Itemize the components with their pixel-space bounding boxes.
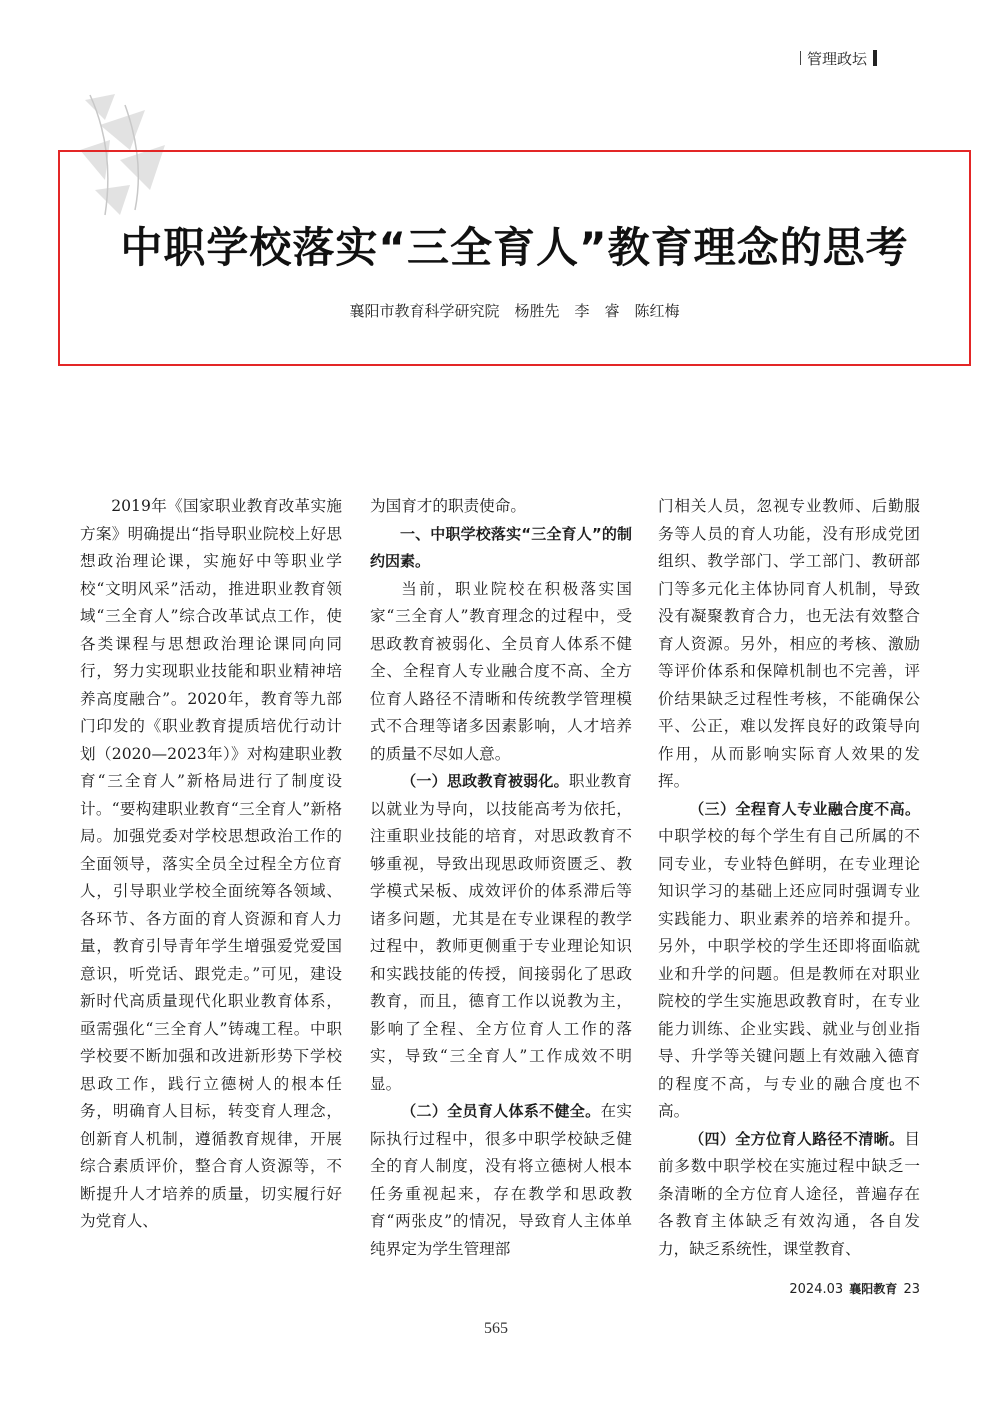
article-byline: 襄阳市教育科学研究院 杨胜先 李 睿 陈红梅 <box>349 302 680 320</box>
marker-bar <box>873 50 877 66</box>
divider-bar <box>800 51 801 65</box>
subsection-heading: （一）思政教育被弱化。 <box>401 772 569 790</box>
paragraph-text: 职业教育以就业为导向，以技能高考为依托，注重职业技能的培育，对思政教育不够重视，导致出现思政师资匮乏、教学模式呆板、成效评价的体系滞后等诸多问题，尤其是在专业课程的教学过程中，教师更侧重于专业理论知识和实践技能的传授，间接弱化了思政教育，而且，德育工作以说教为主，影响了全程、全方位育人工作的落实，导致“三全育人”工作成效不明显。 <box>370 772 632 1093</box>
paragraph: 2019年《国家职业教育改革实施方案》明确提出“指导职业院校上好思想政治理论课，实施好中等职业学校“文明风采”活动，推进职业教育领域“三全育人”综合改革试点工作，使各类课程与思想政治理论课同向同行，努力实现职业技能和职业精神培养高度融合”。2020年，教育等九部门印发的《职业教育提质培优行动计划（2020—2023年）》对构建职业教育“三全育人”新格局进行了制度设计。“要构建职业教育“三全育人”新格局。加强党委对学校思想政治工作的全面领导，落实全员全过程全方位育人，引导职业学校全面统筹各领域、各环节、各方面的育人资源和育人力量，教育引导青年学生增强爱党爱国意识，听党话、跟党走。”可见，建设新时代高质量现代化职业教育体系，亟需强化“三全育人”铸魂工程。中职学校要不断加强和改进新形势下学校思政工作，践行立德树人的根本任务，明确育人目标，转变育人理念，创新育人机制，遵循教育规律，开展综合素质评价，整合育人资源等，不断提升人才培养的质量，切实履行好为党育人、 <box>80 497 342 1230</box>
issue-date: 2024.03 <box>789 1282 844 1297</box>
body-column-1 <box>80 493 342 1236</box>
journal-page: 23 <box>903 1282 920 1297</box>
section-label-text: 管理政坛 <box>807 49 868 68</box>
paragraph: 当前，职业院校在积极落实国家“三全育人”教育理念的过程中，受思政教育被弱化、全员育人体系不健全、全程育人专业融合度不高、全方位育人路径不清晰和传统教学管理模式不合理等诸多因素影响，人才培养的质量不尽如人意。 <box>370 579 632 763</box>
section-label <box>800 47 960 69</box>
subsection-paragraph <box>658 1126 920 1264</box>
subsection-heading: （二）全员育人体系不健全。 <box>401 1102 601 1120</box>
body-column-2 <box>370 493 632 1263</box>
article-title: 中职学校落实“三全育人”教育理念的思考 <box>120 223 909 272</box>
paragraph-text: 在实际执行过程中，很多中职学校缺乏健全的育人制度，没有将立德树人根本任务重视起来，存在教学和思政教育“两张皮”的情况，导致育人主体单纯界定为学生管理部 <box>370 1102 632 1258</box>
subsection-heading: （三）全程育人专业融合度不高。 <box>689 799 920 818</box>
subsection-paragraph <box>370 1098 632 1263</box>
body-column-3 <box>658 493 920 1263</box>
journal-footer <box>760 1280 920 1297</box>
journal-name: 襄阳教育 <box>849 1282 898 1296</box>
paragraph: 为国育才的职责使命。 <box>370 497 526 515</box>
paragraph-text: 中职学校的每个学生有自己所属的不同专业，专业特色鲜明，在专业理论知识学习的基础上还应同时强调专业实践能力、职业素养的培养和提升。另外，中职学校的学生还即将面临就业和升学的问题。但是教师在对职业院校的学生实施思政教育时，在专业能力训练、企业实践、就业与创业指导、升学等关键问题上有效融入德育的程度不高，与专业的融合度也不高。 <box>658 827 920 1120</box>
subsection-paragraph <box>370 768 632 1098</box>
paragraph: 门相关人员，忽视专业教师、后勤服务等人员的育人功能，没有形成党团组织、教学部门、学工部门、教研部门等多元化主体协同育人机制，导致没有凝聚教育合力，也无法有效整合育人资源。另外，相应的考核、激励等评价体系和保障机制也不完善，评价结果缺乏过程性考核，不能确保公平、公正，难以发挥良好的政策导向作用，从而影响实际育人效果的发挥。 <box>658 497 920 790</box>
subsection-heading: （四）全方位育人路径不清晰。 <box>689 1129 905 1148</box>
section-heading: 一、中职学校落实“三全育人”的制约因素。 <box>370 524 632 570</box>
subsection-paragraph <box>658 796 920 1126</box>
page-number: 565 <box>484 1320 508 1337</box>
paragraph-text: 目前多数中职学校在实施过程中缺乏一条清晰的全方位育人途径，普遍存在各教育主体缺乏有效沟通，各自发力，缺乏系统性，课堂教育、 <box>658 1129 920 1258</box>
